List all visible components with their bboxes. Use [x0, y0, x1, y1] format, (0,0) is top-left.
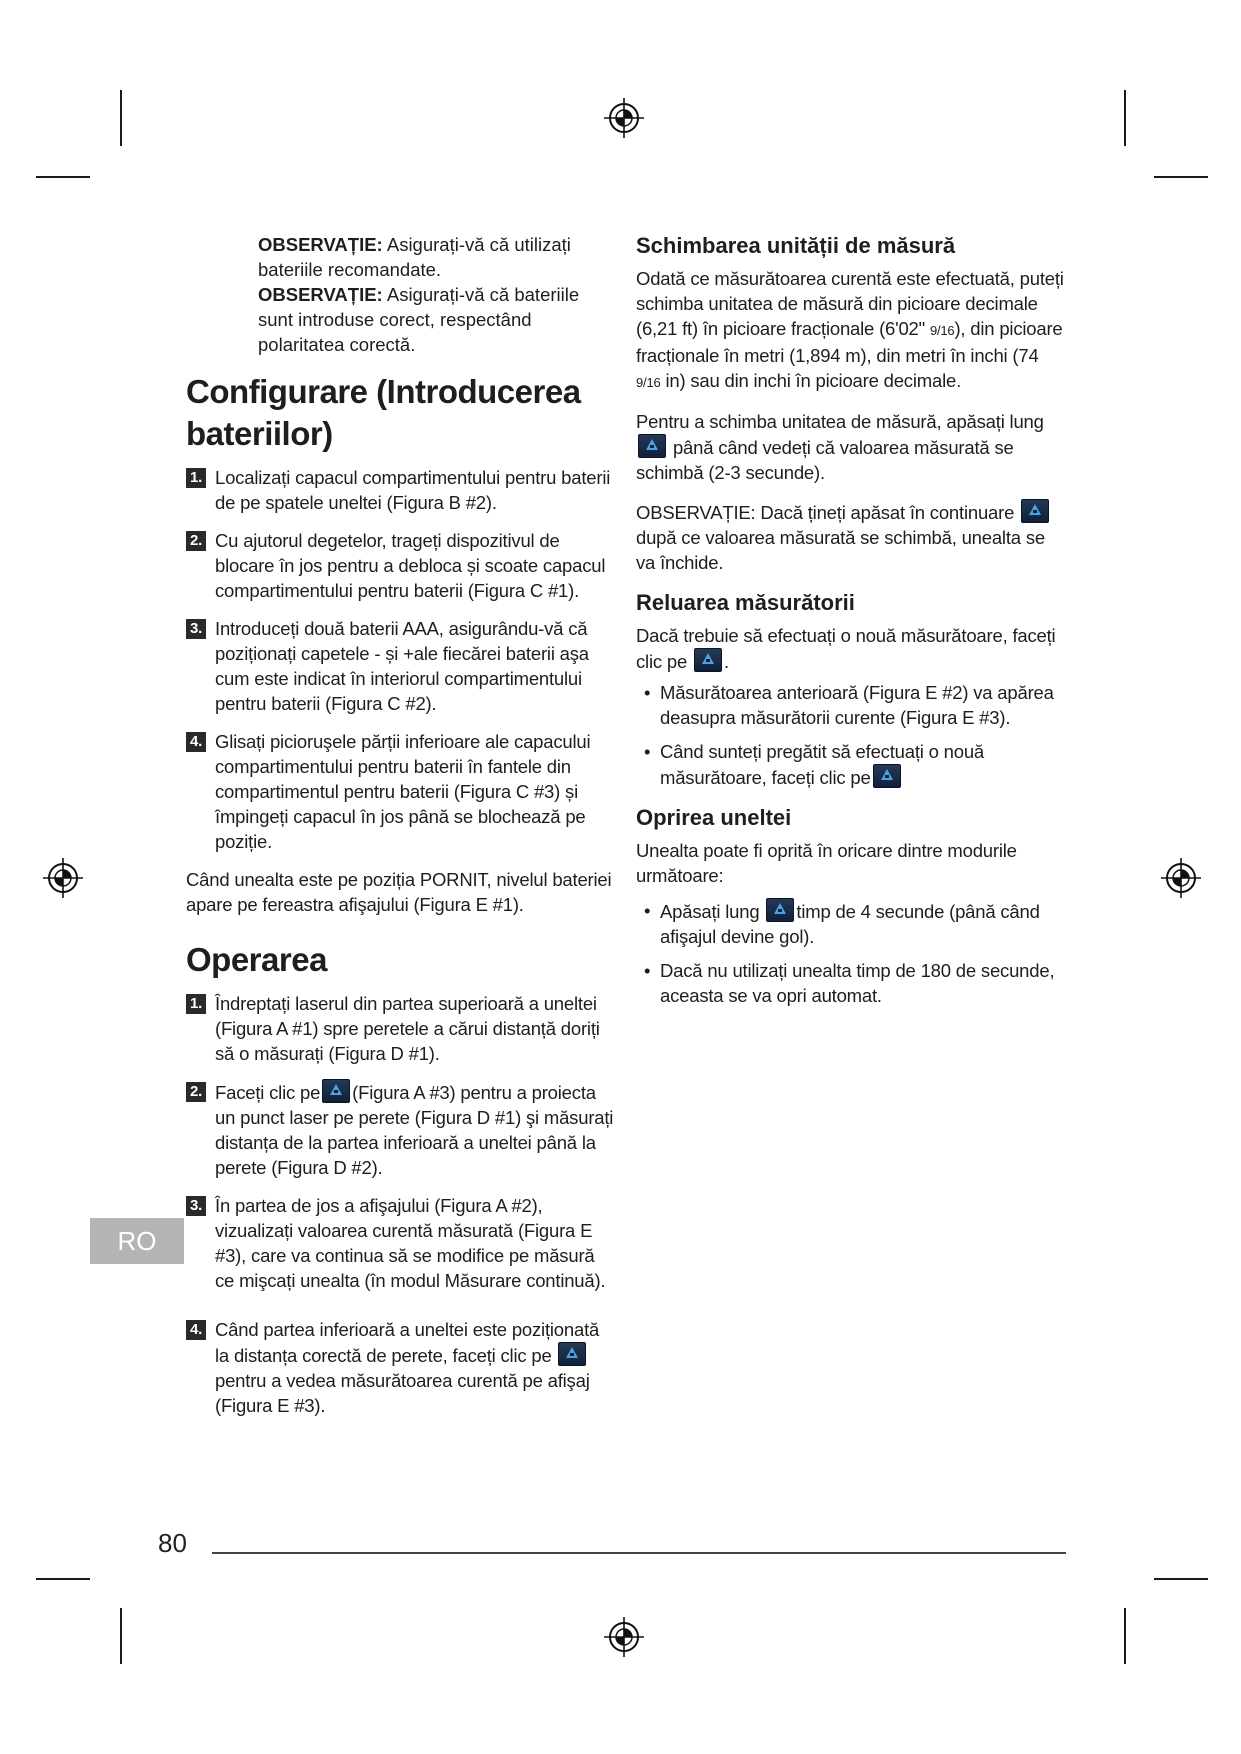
- step-text: Glisați picioruşele părții inferioare ale capacului compartimentului pentru baterii în fantele din compartimentul pentru baterii (Figura C #3) și împingeți capacul în jos până se blochează pe poziție.: [215, 731, 591, 852]
- shutdown-heading: Oprirea uneltei: [636, 805, 792, 830]
- crop-mark-bottom-left-vertical: [120, 1608, 122, 1664]
- bullet-text: Când sunteți pregătit să efectuați o nouă măsurătoare, faceți clic pe: [660, 741, 984, 788]
- crop-mark-bottom-left-horizontal: [36, 1578, 90, 1580]
- crop-mark-top-right-horizontal: [1154, 176, 1208, 178]
- left-column: [186, 232, 616, 1431]
- operation-step: [186, 1079, 616, 1180]
- shutdown-intro: Unealta poate fi oprită în oricare dintre modurile următoare:: [636, 840, 1017, 886]
- laser-measure-button-icon: [638, 434, 666, 458]
- laser-measure-button-icon: [694, 648, 722, 672]
- battery-note-1: [258, 232, 616, 282]
- remeasure-text: Dacă trebuie să efectuați o nouă măsurătoare, faceți clic pe: [636, 625, 1056, 672]
- step-text: În partea de jos a afişajului (Figura A #2), vizualizați valoarea curentă măsurată (Figura E #3), care va continua să se modifice pe măsură ce mişcați unealta (în modul Măsurare continuă).: [215, 1195, 606, 1291]
- remeasure-text: .: [724, 651, 729, 672]
- step-number: 3.: [186, 1196, 206, 1216]
- note-text: Asigurați-vă că utilizați bateriile recomandate.: [258, 234, 571, 280]
- units-note: [636, 499, 1066, 575]
- setup-step: [186, 528, 616, 603]
- remeasure-heading: Reluarea măsurătorii: [636, 590, 855, 615]
- remeasure-bullets: [636, 680, 1066, 790]
- step-text: pentru a vedea măsurătoarea curentă pe afişaj (Figura E #3).: [215, 1370, 590, 1416]
- right-column: [636, 232, 1066, 1017]
- setup-step: [186, 465, 616, 515]
- laser-measure-button-icon: [766, 898, 794, 922]
- units-text: in) sau din inchi în picioare decimale.: [660, 370, 962, 391]
- list-item: [636, 898, 1066, 949]
- bullet-text: timp de 4 secunde (până când afişajul devine gol).: [660, 901, 1040, 947]
- list-item: [636, 739, 1066, 790]
- setup-step: [186, 729, 616, 854]
- units-text: ), din picioare fracționale în metri (1,894 m), din metri în inchi (74: [636, 318, 1063, 366]
- fraction: 9/16: [636, 375, 661, 390]
- registration-mark-icon: [603, 97, 645, 139]
- operation-step: [186, 991, 616, 1066]
- step-number: 2.: [186, 531, 206, 551]
- step-text: Introduceți două baterii AAA, asigurându-vă că poziționați capetele - și +ale fiecărei baterii aşa cum este indicat în interiorul compartimentului pentru baterii (Figura C #2).: [215, 618, 589, 714]
- units-text: OBSERVAȚIE: Dacă țineți apăsat în continuare: [636, 502, 1015, 523]
- setup-step: [186, 616, 616, 716]
- laser-measure-button-icon: [1021, 499, 1049, 523]
- shutdown-bullets: [636, 898, 1066, 1008]
- laser-measure-button-icon: [322, 1079, 350, 1103]
- step-number: 4.: [186, 732, 206, 752]
- remeasure-paragraph: [636, 623, 1066, 674]
- step-text: Când partea inferioară a uneltei este poziționată la distanța corectă de perete, faceți clic pe: [215, 1319, 600, 1366]
- units-heading: Schimbarea unității de măsură: [636, 233, 956, 258]
- units-text: după ce valoarea măsurată se schimbă, unealta se va închide.: [636, 527, 1045, 573]
- crop-mark-top-right-vertical: [1124, 90, 1126, 146]
- step-text: (Figura A #3) pentru a proiecta un punct laser pe perete (Figura D #1) şi măsurați distanța de la partea inferioară a uneltei până la perete (Figura D #2).: [215, 1082, 614, 1178]
- step-text: Localizați capacul compartimentului pentru baterii de pe spatele uneltei (Figura B #2).: [215, 467, 611, 513]
- note-text: Asigurați-vă că bateriile sunt introduse corect, respectând polaritatea corectă.: [258, 284, 580, 355]
- registration-mark-icon: [603, 1616, 645, 1658]
- operation-step: [186, 1193, 616, 1293]
- units-paragraph-2: [636, 409, 1066, 485]
- units-text: Odată ce măsurătoarea curentă este efectuată, puteți schimba unitatea de măsură din picioare decimale (6,21 ft) în picioare fracționale (6'02": [636, 268, 1064, 339]
- registration-mark-icon: [1160, 857, 1202, 899]
- list-item: • Dacă nu utilizați unealta timp de 180 de secunde, aceasta se va opri automat.: [636, 958, 1066, 1008]
- step-text: Îndreptați laserul din partea superioară a uneltei (Figura A #1) spre peretele a cărui distanță doriți să o măsurați (Figura D #1).: [215, 993, 600, 1064]
- operation-heading: Operarea: [186, 941, 327, 978]
- operation-step: [186, 1317, 616, 1418]
- setup-steps: [186, 465, 616, 854]
- battery-level-text: Când unealta este pe poziția PORNIT, nivelul bateriei apare pe fereastra afişajului (Figura E #1).: [186, 869, 612, 915]
- note-label: OBSERVAȚIE:: [258, 284, 383, 305]
- crop-mark-top-left-vertical: [120, 90, 122, 146]
- laser-measure-button-icon: [873, 764, 901, 788]
- page-number: 80: [158, 1528, 187, 1558]
- step-number: 2.: [186, 1082, 206, 1102]
- operation-steps: [186, 991, 616, 1418]
- crop-mark-bottom-right-vertical: [1124, 1608, 1126, 1664]
- bullet-text: Apăsați lung: [660, 901, 760, 922]
- crop-mark-top-left-horizontal: [36, 176, 90, 178]
- step-text: Cu ajutorul degetelor, trageți dispozitivul de blocare în jos pentru a debloca și scoate capacul compartimentului pentru baterii (Figura C #1).: [215, 530, 606, 601]
- units-text: Pentru a schimba unitatea de măsură, apăsați lung: [636, 411, 1044, 432]
- laser-measure-button-icon: [558, 1342, 586, 1366]
- fraction: 9/16: [929, 323, 955, 338]
- step-number: 1.: [186, 994, 206, 1014]
- language-tab: RO: [90, 1218, 184, 1264]
- units-paragraph-1: [636, 266, 1066, 395]
- step-text: Faceți clic pe: [215, 1082, 321, 1103]
- battery-note-2: [258, 282, 616, 357]
- list-item: • Măsurătoarea anterioară (Figura E #2) va apărea deasupra măsurătorii curente (Figura E #3).: [636, 680, 1066, 730]
- step-number: 1.: [186, 468, 206, 488]
- note-label: OBSERVAȚIE:: [258, 234, 383, 255]
- units-text: până când vedeți că valoarea măsurată se schimbă (2-3 secunde).: [636, 437, 1014, 483]
- step-number: 3.: [186, 619, 206, 639]
- setup-heading: Configurare (Introducerea bateriilor): [186, 373, 581, 452]
- footer-divider: [212, 1552, 1066, 1554]
- registration-mark-icon: [42, 857, 84, 899]
- crop-mark-bottom-right-horizontal: [1154, 1578, 1208, 1580]
- step-number: 4.: [186, 1320, 206, 1340]
